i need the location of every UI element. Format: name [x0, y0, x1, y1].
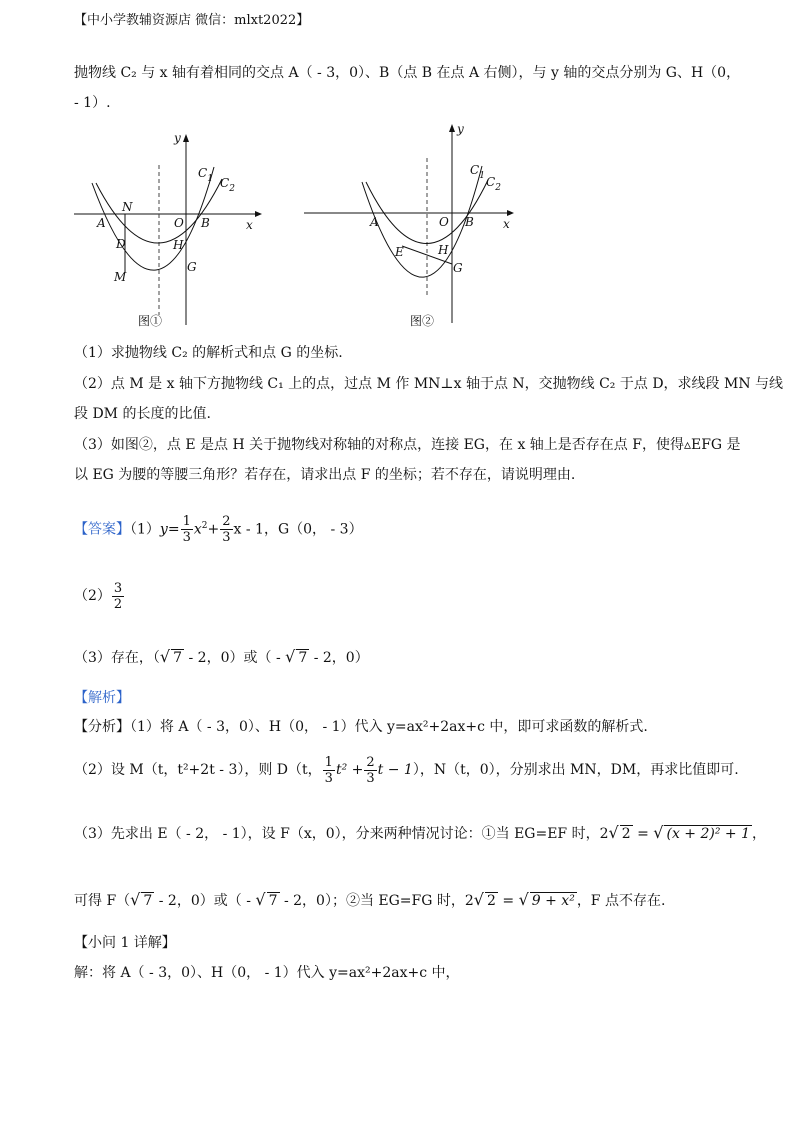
question-1: （1）求抛物线 C₂ 的解析式和点 G 的坐标.: [74, 345, 343, 361]
y-axis-arrow: [449, 124, 455, 132]
analysis-2-frac-a: $\frac{1}{3}$: [324, 754, 333, 786]
label-g: G: [453, 261, 463, 275]
answer-1-frac-a: $\frac{1}{3}$: [182, 514, 191, 546]
label-m: M: [114, 270, 127, 284]
parabola-c1: [92, 167, 214, 270]
parabola-c1: [362, 166, 482, 277]
analysis-4-root-2: 7: [268, 893, 278, 909]
analysis-part-4: 可得 F（√ 7 - 2，0）或（ - √ 7 - 2，0）；②当 EG=FG 时，2√ 2 = √ 9 + x² ，F 点不存在.: [74, 890, 666, 909]
analysis-4-radicand: 9 + x²: [531, 893, 575, 909]
analysis-3-radicand: (x + 2)² + 1: [666, 826, 750, 842]
question-3-line-1: （3）如图②，点 E 是点 H 关于抛物线对称轴的对称点，连接 EG，在 x 轴上是否存在点 F，使得▵EFG 是: [74, 437, 741, 453]
label-a: A: [370, 215, 379, 229]
sub-question-1-tag: 【小问 1 详解】: [74, 935, 176, 951]
answer-2-prefix: （2）: [74, 588, 111, 604]
answer-1-eq: =: [167, 521, 180, 538]
analysis-4-end: ，F 点不存在.: [576, 893, 666, 909]
analysis-3-comma: ，: [752, 826, 766, 842]
analysis-3-eq: =: [632, 826, 654, 842]
analysis-2-start: （2）设 M（t，t²+2t - 3），则 D（t，: [74, 762, 322, 778]
label-b: B: [465, 215, 474, 229]
figure-2-caption: 图②: [410, 314, 435, 328]
answer-tag: 【答案】: [74, 521, 130, 538]
label-a: A: [97, 216, 106, 230]
intro-line-1: 抛物线 C₂ 与 x 轴有着相同的交点 A（ - 3，0）、B（点 B 在点 A 右侧），与 y 轴的交点分别为 G、H（0，: [74, 65, 741, 81]
label-n: N: [122, 200, 133, 214]
analysis-2-end: ），N（t，0），分别求出 MN，DM，再求比值即可.: [412, 762, 739, 778]
analysis-4-case: - 2，0）；②当 EG=FG 时，2: [279, 893, 474, 909]
answer-1-y: y: [159, 521, 168, 538]
answer-1-plus: +: [207, 521, 220, 538]
x-axis-arrow: [255, 211, 262, 217]
label-c1: $C_1$: [470, 163, 485, 181]
answer-1: [74, 508, 363, 548]
answer-3: （3）存在，（√ 7 - 2，0）或（ - √ 7 - 2，0）: [74, 647, 369, 666]
label-y: y: [174, 131, 181, 145]
label-y: y: [457, 122, 464, 136]
answer-3-tail: - 2，0）: [309, 650, 369, 666]
answer-2: [74, 578, 125, 614]
label-b: B: [201, 216, 210, 230]
figure-1: [70, 125, 270, 335]
label-x: x: [246, 218, 253, 232]
analysis-part-2: [74, 750, 739, 790]
analysis-3-root: 2: [621, 826, 631, 842]
label-e: E: [395, 245, 404, 259]
label-o: O: [439, 215, 449, 229]
label-g: G: [187, 260, 197, 274]
analysis-4-root-3: 2: [487, 893, 496, 909]
y-axis-arrow: [183, 134, 189, 142]
question-3-line-2: 以 EG 为腰的等腰三角形？若存在，请求出点 F 的坐标；若不存在，请说明理由.: [74, 467, 576, 483]
label-c2: $C_2$: [486, 175, 501, 193]
question-2-line-2: 段 DM 的长度的比值.: [74, 406, 211, 422]
figure-2: [300, 118, 530, 333]
answer-3-mid: - 2，0）或（ -: [184, 650, 286, 666]
figure-1-caption: 图①: [138, 314, 163, 328]
answer-2-frac: $\frac{3}{2}$: [113, 580, 123, 612]
analysis-3-start: （3）先求出 E（ - 2， - 1），设 F（x，0），分来两种情况讨论：①当 EG=EF 时，: [74, 826, 600, 842]
answer-1-sq: 2: [201, 521, 208, 531]
answer-3-prefix: （3）存在，（: [74, 650, 160, 666]
page-header: 【中小学教辅资源店 微信：mlxt2022】: [74, 13, 310, 28]
analysis-summary: 【分析】（1）将 A（ - 3，0）、H（0， - 1）代入 y=ax²+2ax+c 中，即可求函数的解析式.: [74, 719, 648, 735]
analysis-3-coef: 2: [599, 826, 609, 842]
label-x: x: [503, 217, 510, 231]
analysis-2-frac-b: $\frac{2}{3}$: [366, 754, 375, 786]
answer-1-tail: x - 1，G（0， - 3）: [233, 521, 363, 538]
answer-3-root-2: 7: [298, 650, 308, 666]
x-axis-arrow: [507, 210, 514, 216]
label-c1: $C_1$: [198, 166, 213, 184]
analysis-tag: 【解析】: [74, 690, 130, 706]
label-o: O: [174, 216, 184, 230]
intro-line-2: - 1）.: [74, 95, 111, 111]
label-h: H: [438, 243, 449, 257]
label-d: D: [116, 237, 126, 251]
answer-1-frac-b: $\frac{2}{3}$: [222, 514, 231, 546]
answer-1-x: x: [193, 521, 202, 538]
solution-line-1: 解：将 A（ - 3，0）、H（0， - 1）代入 y=ax²+2ax+c 中，: [74, 965, 460, 981]
analysis-2-t2: t² +: [335, 762, 364, 778]
analysis-4-mid: - 2，0）或（ -: [154, 893, 256, 909]
analysis-2-t1: t − 1: [377, 762, 413, 778]
answer-1-prefix: （1）: [130, 521, 160, 538]
answer-3-root-1: 7: [173, 650, 183, 666]
analysis-part-3: （3）先求出 E（ - 2， - 1），设 F（x，0），分来两种情况讨论：①当 EG=EF 时，2√ 2 = √ (x + 2)² + 1 ，: [74, 823, 766, 842]
analysis-4-eq: =: [497, 893, 519, 909]
label-c2: $C_2$: [220, 176, 235, 194]
analysis-4-start: 可得 F（: [74, 893, 131, 909]
label-h: H: [173, 238, 184, 252]
analysis-4-root-1: 7: [143, 893, 153, 909]
question-2-line-1: （2）点 M 是 x 轴下方抛物线 C₁ 上的点，过点 M 作 MN⊥x 轴于点 N，交抛物线 C₂ 于点 D，求线段 MN 与线: [74, 376, 784, 392]
